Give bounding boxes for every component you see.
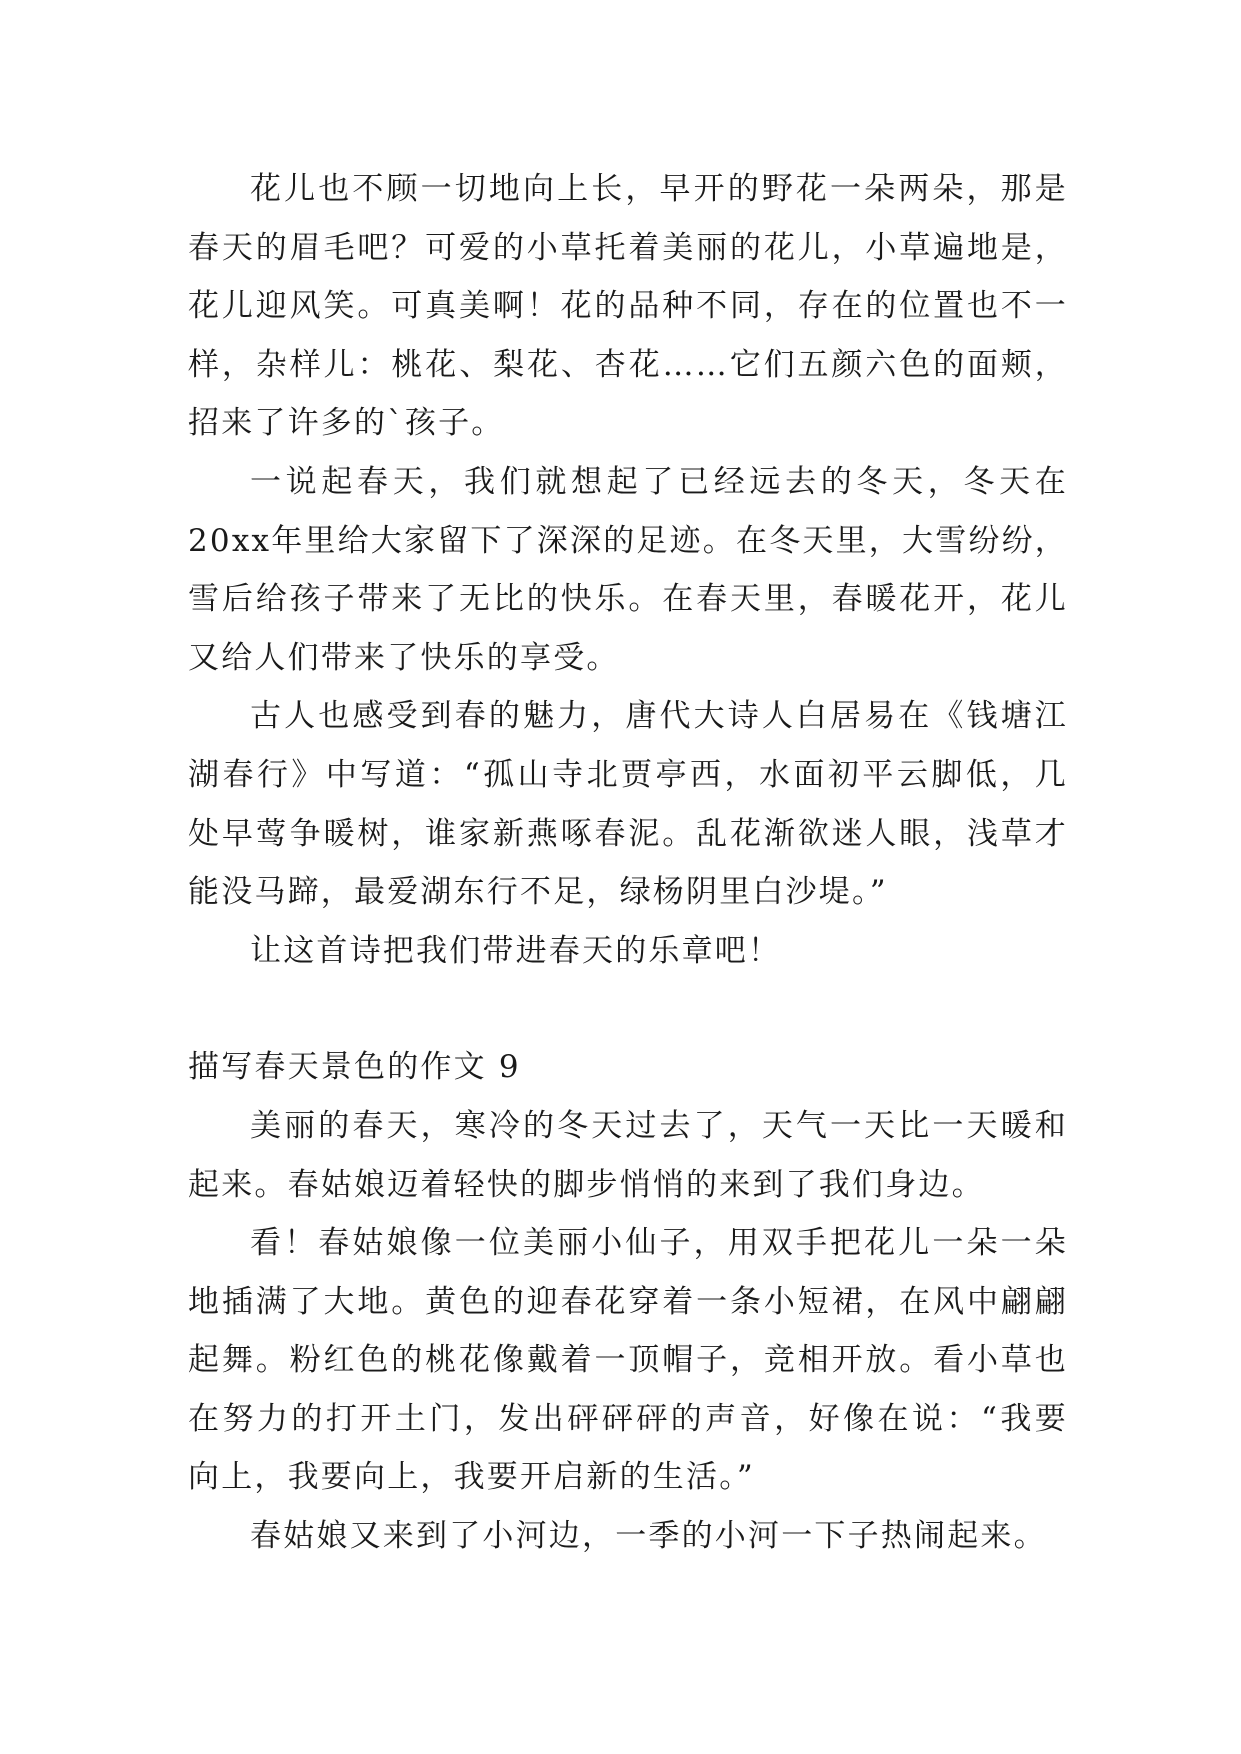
paragraph: 让这首诗把我们带进春天的乐章吧！ [250,932,782,969]
paragraph: 看！春姑娘像一位美丽小仙子，用双手把花儿一朵一朵地插满了大地。黄色的迎春花穿着一条小短裙，在风中翩翩起舞。粉红色的桃花像戴着一顶帽子，竞相开放。看小草也在努力的打开土门，发出砰砰砰的声音，好像在说：“我要向上，我要向上，我要开启新的生活。” [188,1225,1068,1496]
section-title: 描写春天景色的作文 9 [188,1049,521,1086]
paragraph: 古人也感受到春的魅力，唐代大诗人白居易在《钱塘江湖春行》中写道：“孤山寺北贾亭西，水面初平云脚低，几处早莺争暖树，谁家新燕啄春泥。乱花渐欲迷人眼，浅草才能没马蹄，最爱湖东行不足，绿杨阴里白沙堤。” [188,698,1068,911]
paragraph: 春姑娘又来到了小河边，一季的小河一下子热闹起来。 [250,1518,1047,1555]
paragraph: 一说起春天，我们就想起了已经远去的冬天，冬天在20xx年里给大家留下了深深的足迹。在冬天里，大雪纷纷，雪后给孩子带来了无比的快乐。在春天里，春暖花开，花儿又给人们带来了快乐的享受。 [188,463,1069,676]
document-page [188,160,1068,1566]
paragraph: 花儿也不顾一切地向上长，早开的野花一朵两朵，那是春天的眉毛吧？可爱的小草托着美丽的花儿，小草遍地是，花儿迎风笑。可真美啊！花的品种不同，存在的位置也不一样，杂样儿：桃花、梨花、杏花……它们五颜六色的面颊，招来了许多的`孩子。 [188,171,1068,442]
paragraph: 美丽的春天，寒冷的冬天过去了，天气一天比一天暖和起来。春姑娘迈着轻快的脚步悄悄的来到了我们身边。 [188,1107,1068,1203]
